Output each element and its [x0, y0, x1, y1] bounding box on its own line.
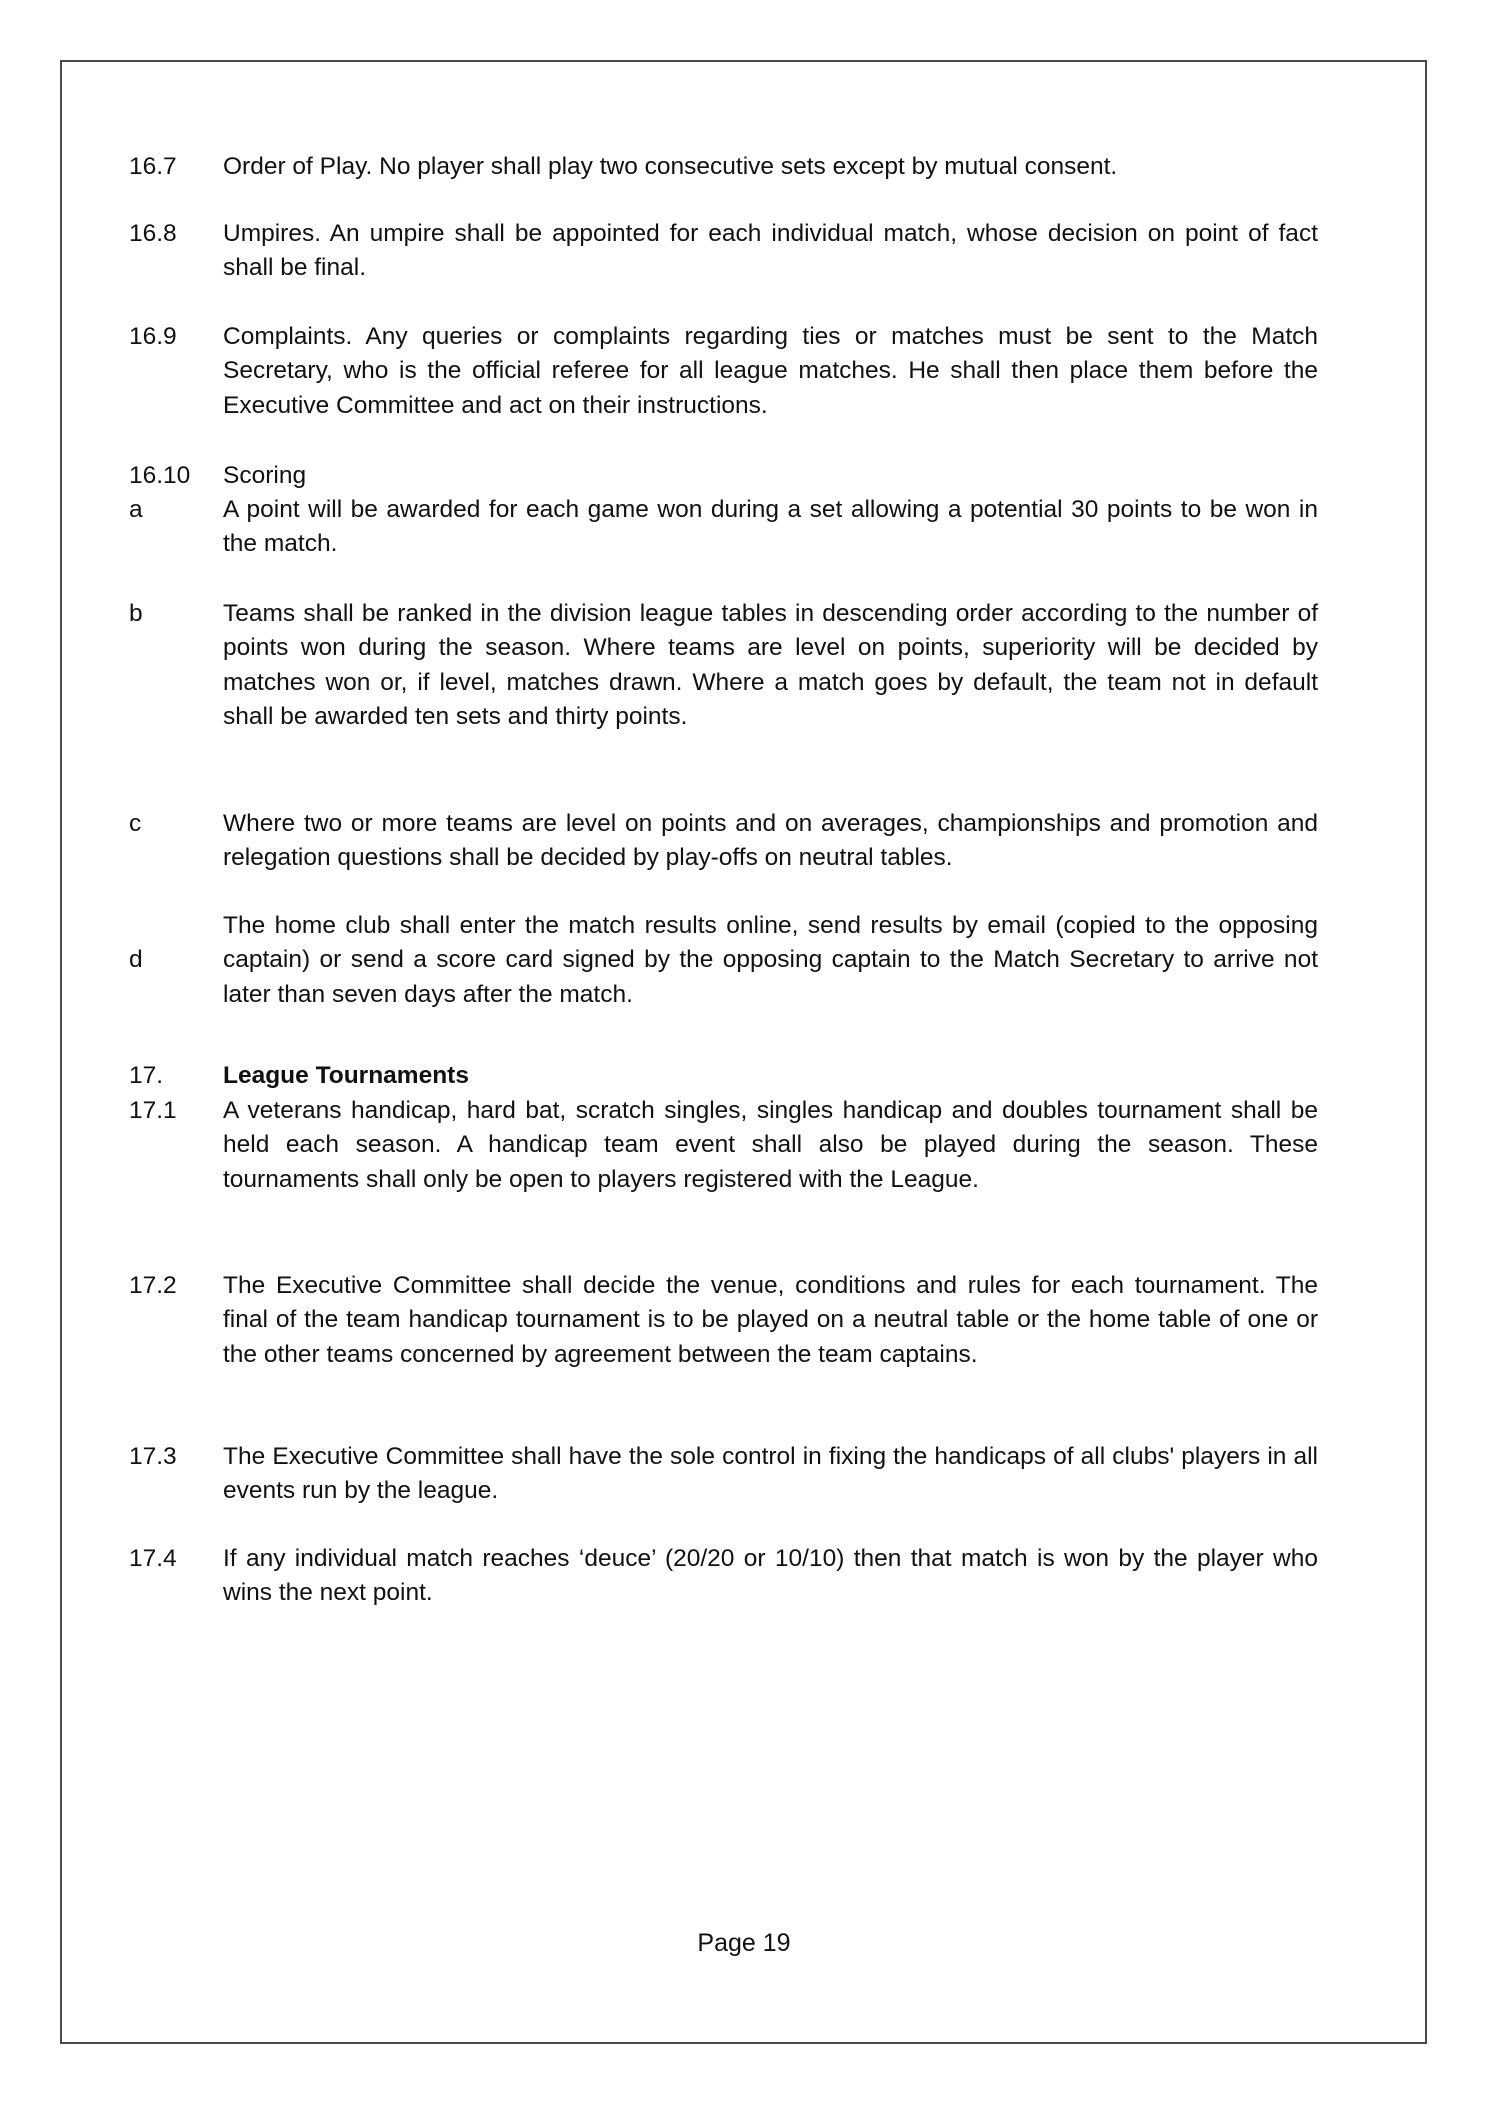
section-title: Scoring: [223, 462, 307, 489]
section-number: 17.1: [129, 1097, 177, 1124]
section-title: League Tournaments: [223, 1062, 469, 1089]
section-number: 16.9: [129, 323, 177, 350]
subsection-letter: c: [129, 810, 142, 837]
section-number: 16.10: [129, 462, 191, 489]
section-number: 17.: [129, 1062, 164, 1089]
section-text: If any individual match reaches ‘deuce’ (20/20 or 10/10) then that match is won by the player who wins the next point.: [223, 1545, 1318, 1607]
subsection-letter: a: [129, 496, 143, 523]
subsection-text: The home club shall enter the match results online, send results by email (copied to the opposing captain) or send a score card signed by the opposing captain to the Match Secretary to arrive not later than seven days after the match.: [223, 912, 1318, 1008]
subsection-letter: d: [129, 946, 143, 973]
section-text: The Executive Committee shall decide the venue, conditions and rules for each tournament. The final of the team handicap tournament is to be played on a neutral table or the home table of one or the other teams concerned by agreement between the team captains.: [223, 1272, 1318, 1368]
subsection-text: Where two or more teams are level on points and on averages, championships and promotion and relegation questions shall be decided by play-offs on neutral tables.: [223, 810, 1318, 872]
subsection-text: Teams shall be ranked in the division league tables in descending order according to the number of points won during the season. Where teams are level on points, superiority will be decided by matches won or, if level, matches drawn. Where a match goes by default, the team not in default shall be awarded ten sets and thirty points.: [223, 600, 1318, 730]
section-number: 17.2: [129, 1272, 177, 1299]
page-number: Page 19: [697, 1929, 791, 1957]
section-text: A veterans handicap, hard bat, scratch singles, singles handicap and doubles tournament shall be held each season. A handicap team event shall also be played during the season. These tournaments shall only be open to players registered with the League.: [223, 1097, 1318, 1193]
section-text: Complaints. Any queries or complaints regarding ties or matches must be sent to the Match Secretary, who is the official referee for all league matches. He shall then place them before the Executive Committee and act on their instructions.: [223, 323, 1318, 419]
section-text: Order of Play. No player shall play two consecutive sets except by mutual consent.: [223, 153, 1118, 180]
section-number: 17.3: [129, 1443, 177, 1470]
section-text: Umpires. An umpire shall be appointed for each individual match, whose decision on point of fact shall be final.: [223, 220, 1318, 282]
section-text: The Executive Committee shall have the sole control in fixing the handicaps of all clubs' players in all events run by the league.: [223, 1443, 1318, 1505]
section-number: 16.8: [129, 220, 177, 247]
subsection-text: A point will be awarded for each game won during a set allowing a potential 30 points to be won in the match.: [223, 496, 1318, 558]
section-number: 17.4: [129, 1545, 177, 1572]
subsection-letter: b: [129, 600, 143, 627]
section-number: 16.7: [129, 153, 177, 180]
